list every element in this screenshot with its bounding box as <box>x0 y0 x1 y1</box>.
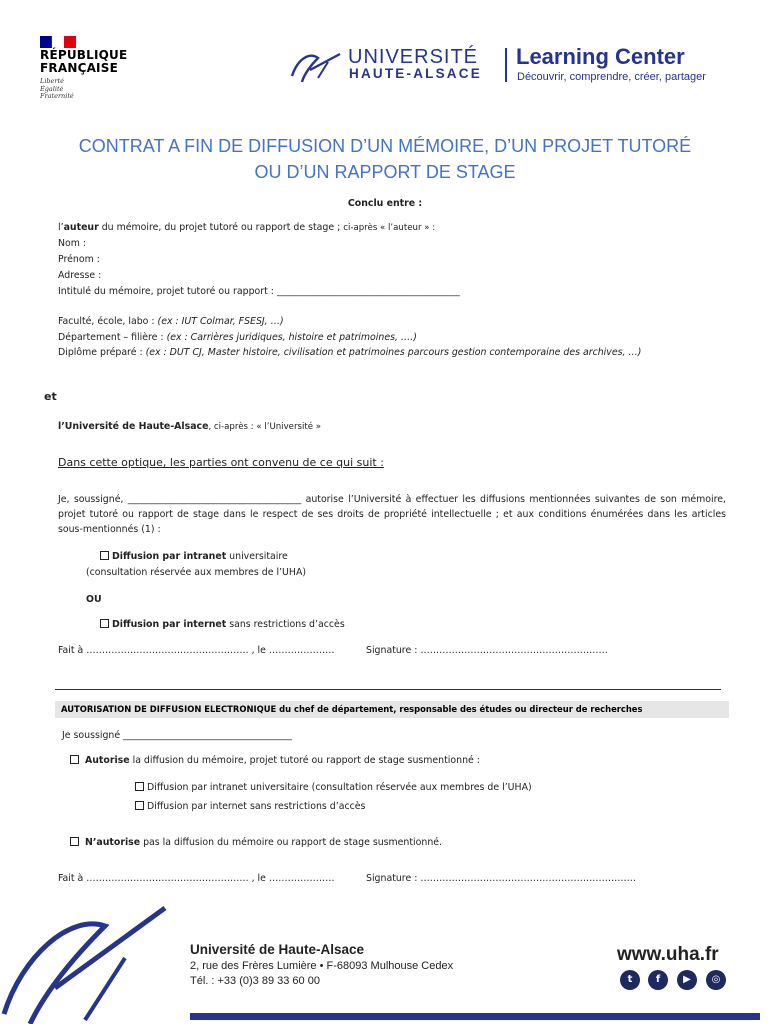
nom-field-label: Nom : <box>58 238 87 249</box>
checkbox-autorise-intranet[interactable] <box>135 782 144 791</box>
et-label: et <box>44 390 57 403</box>
uha-footer-logo-icon <box>0 896 170 1024</box>
prenom-field-label: Prénom : <box>58 254 100 265</box>
youtube-icon[interactable]: ▶ <box>677 970 697 990</box>
diplome-field: Diplôme préparé : (ex : DUT CJ, Master histoire, civilisation et patrimoines parcours gestion contemporaine des archives, …) <box>58 347 642 358</box>
intitule-field: Intitulé du mémoire, projet tutoré ou rapport : _______________________________________ <box>58 286 460 297</box>
option-internet[interactable]: Diffusion par internet sans restrictions d’accès <box>100 619 345 631</box>
checkbox-nautorise[interactable] <box>70 837 79 846</box>
adresse-field-label: Adresse : <box>58 270 102 281</box>
footer-address: 2, rue des Frères Lumière • F-68093 Mulhouse Cedex Tél. : +33 (0)3 89 33 60 00 <box>190 960 454 987</box>
document-title-line2: OU D’UN RAPPORT DE STAGE <box>254 162 516 182</box>
optique-heading: Dans cette optique, les parties ont convenu de ce qui suit : <box>58 456 384 469</box>
fait-a-line-2: Fait à ……………………………………………. , le ………………… <box>58 873 335 884</box>
uha-haute-alsace-label: HAUTE-ALSACE <box>349 66 482 81</box>
universite-party-line: l’Université de Haute-Alsace, ci-après : « l’Université » <box>58 421 321 432</box>
republic-motto: Liberté Égalité Fraternité <box>40 77 74 100</box>
author-intro-line: l’auteur du mémoire, du projet tutoré ou rapport de stage ; ci-après « l’auteur » : <box>58 222 436 233</box>
departement-field: Département – filière : (ex : Carrières juridiques, histoire et patrimoines, ….) <box>58 332 417 343</box>
uha-universite-label: UNIVERSITÉ <box>348 46 479 68</box>
checkbox-intranet[interactable] <box>100 551 109 560</box>
soussigne-paragraph: Je, soussigné, _____________________________________ autorise l’Université à effectuer les diffusions mentionnées suivantes de son mémoire, projet tutoré ou rapport de stage dans le respect de ses droits de propriété intellectuelle ; et aux conditions énumérées dans les articles sous-mentionnés (1) : <box>58 494 726 535</box>
instagram-icon[interactable]: ◎ <box>706 970 726 990</box>
option-intranet-note: (consultation réservée aux membres de l’UHA) <box>86 567 307 578</box>
section-divider <box>55 689 721 690</box>
footer-university-name: Université de Haute-Alsace <box>190 942 365 957</box>
footer-bar <box>190 1013 760 1020</box>
option-autorise-internet[interactable]: Diffusion par internet sans restrictions d’accès <box>135 801 365 813</box>
footer-website-link[interactable]: www.uha.fr <box>617 944 719 965</box>
learning-center-title: Learning Center <box>516 44 685 69</box>
ou-label: OU <box>86 594 102 605</box>
option-intranet[interactable]: Diffusion par intranet universitaire <box>100 551 288 563</box>
marianne-flag-logo <box>40 36 76 48</box>
republique-francaise-label: RÉPUBLIQUE FRANÇAISE <box>40 48 128 75</box>
document-title-line1: CONTRAT A FIN DE DIFFUSION D’UN MÉMOIRE, D’UN PROJET TUTORÉ <box>78 136 692 156</box>
checkbox-internet[interactable] <box>100 619 109 628</box>
header-divider <box>505 48 507 82</box>
checkbox-autorise-internet[interactable] <box>135 801 144 810</box>
authorization-banner-text: AUTORISATION DE DIFFUSION ELECTRONIQUE du chef de département, responsable des études ou directeur de recherches <box>61 704 643 714</box>
twitter-icon[interactable]: t <box>620 970 640 990</box>
option-autorise[interactable]: Autorise la diffusion du mémoire, projet tutoré ou rapport de stage susmentionné : <box>70 755 480 767</box>
signature-line-2: Signature : …………………………………………………………… <box>366 873 636 884</box>
conclu-entre-heading: Conclu entre : <box>347 198 423 209</box>
option-nautorise[interactable]: N’autorise pas la diffusion du mémoire ou rapport de stage susmentionné. <box>70 837 442 849</box>
je-soussigne-field: Je soussigné ____________________________________ <box>62 730 292 741</box>
checkbox-autorise[interactable] <box>70 755 79 764</box>
facebook-icon[interactable]: f <box>648 970 668 990</box>
faculte-field: Faculté, école, labo : (ex : IUT Colmar, FSESJ, …) <box>58 316 284 327</box>
signature-line: Signature : …………………………………………………… <box>366 645 608 656</box>
option-autorise-intranet[interactable]: Diffusion par intranet universitaire (consultation réservée aux membres de l’UHA) <box>135 782 532 794</box>
uha-logo-icon <box>288 48 344 84</box>
learning-center-subtitle: Découvrir, comprendre, créer, partager <box>517 71 706 83</box>
fait-a-line: Fait à ……………………………………………. , le ………………… <box>58 645 335 656</box>
